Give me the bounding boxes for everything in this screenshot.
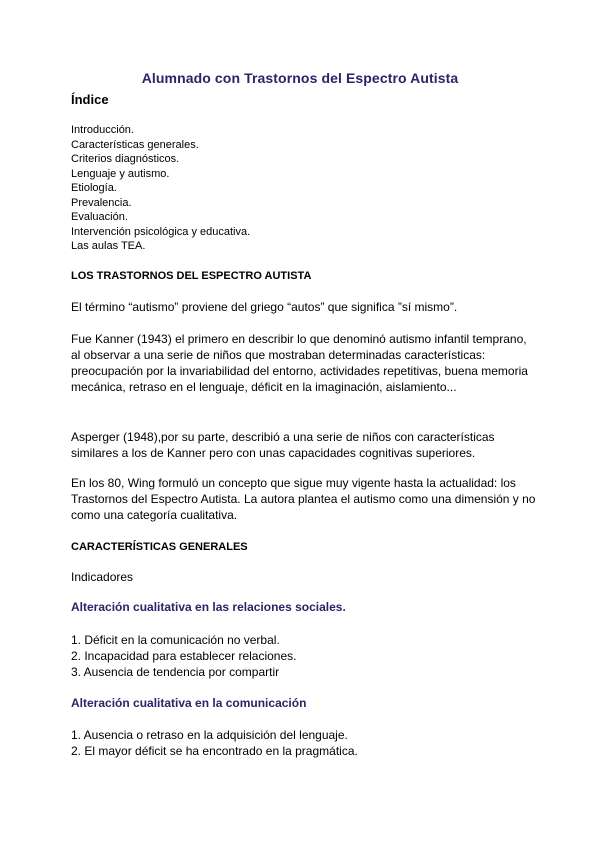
list-item: 2. Incapacidad para establecer relaciones. — [71, 649, 297, 663]
index-heading: Índice — [71, 92, 109, 107]
subsection-heading-comunicacion: Alteración cualitativa en la comunicación — [71, 696, 307, 710]
toc-item: Características generales. — [71, 138, 199, 151]
section-heading-caracteristicas: CARACTERÍSTICAS GENERALES — [71, 541, 248, 553]
subsection-heading-relaciones: Alteración cualitativa en las relaciones sociales. — [71, 600, 346, 614]
paragraph-asperger: Asperger (1948),por su parte, describió a una serie de niños con características similares a los de Kanner pero con unas capacidades cognitivas superiores. — [71, 430, 495, 460]
indicadores-label: Indicadores — [71, 570, 134, 584]
toc-item: Intervención psicológica y educativa. — [71, 225, 251, 238]
list-comunicacion — [71, 727, 358, 759]
paragraph-wing: En los 80, Wing formuló un concepto que sigue muy vigente hasta la actualidad: los Trastornos del Espectro Autista. La autora plantea el autismo como una dimensión y no como una categoría cualitativa. — [71, 476, 536, 522]
list-relaciones-sociales — [71, 632, 296, 680]
paragraph-kanner: Fue Kanner (1943) el primero en describir lo que denominó autismo infantil temprano, al observar a una serie de niños que mostraban determinadas características: preocupación por la invariabilidad del entorno, actividades repetitivas, buena memoria mecánica, retraso en el lenguaje, déficit en la imaginación, aislamiento... — [71, 332, 528, 394]
toc-item: Las aulas TEA. — [71, 240, 146, 252]
toc-item: Evaluación. — [71, 211, 128, 223]
toc-item: Lenguaje y autismo. — [71, 167, 170, 180]
paragraph-autismo-origin: El término “autismo” proviene del griego “autos” que significa ”sí mismo”. — [71, 300, 458, 314]
toc-item: Prevalencia. — [71, 196, 132, 209]
section-heading-trastornos: LOS TRASTORNOS DEL ESPECTRO AUTISTA — [71, 270, 312, 282]
list-item: 2. El mayor déficit se ha encontrado en la pragmática. — [71, 744, 358, 758]
toc-item: Introducción. — [71, 124, 134, 136]
toc-item: Etiología. — [71, 182, 117, 194]
document-title: Alumnado con Trastornos del Espectro Autista — [141, 70, 459, 86]
list-item: 3. Ausencia de tendencia por compartir — [71, 665, 280, 679]
list-item: 1. Déficit en la comunicación no verbal. — [71, 633, 280, 647]
table-of-contents — [71, 123, 250, 254]
toc-item: Criterios diagnósticos. — [71, 153, 180, 165]
list-item: 1. Ausencia o retraso en la adquisición del lenguaje. — [71, 728, 348, 742]
